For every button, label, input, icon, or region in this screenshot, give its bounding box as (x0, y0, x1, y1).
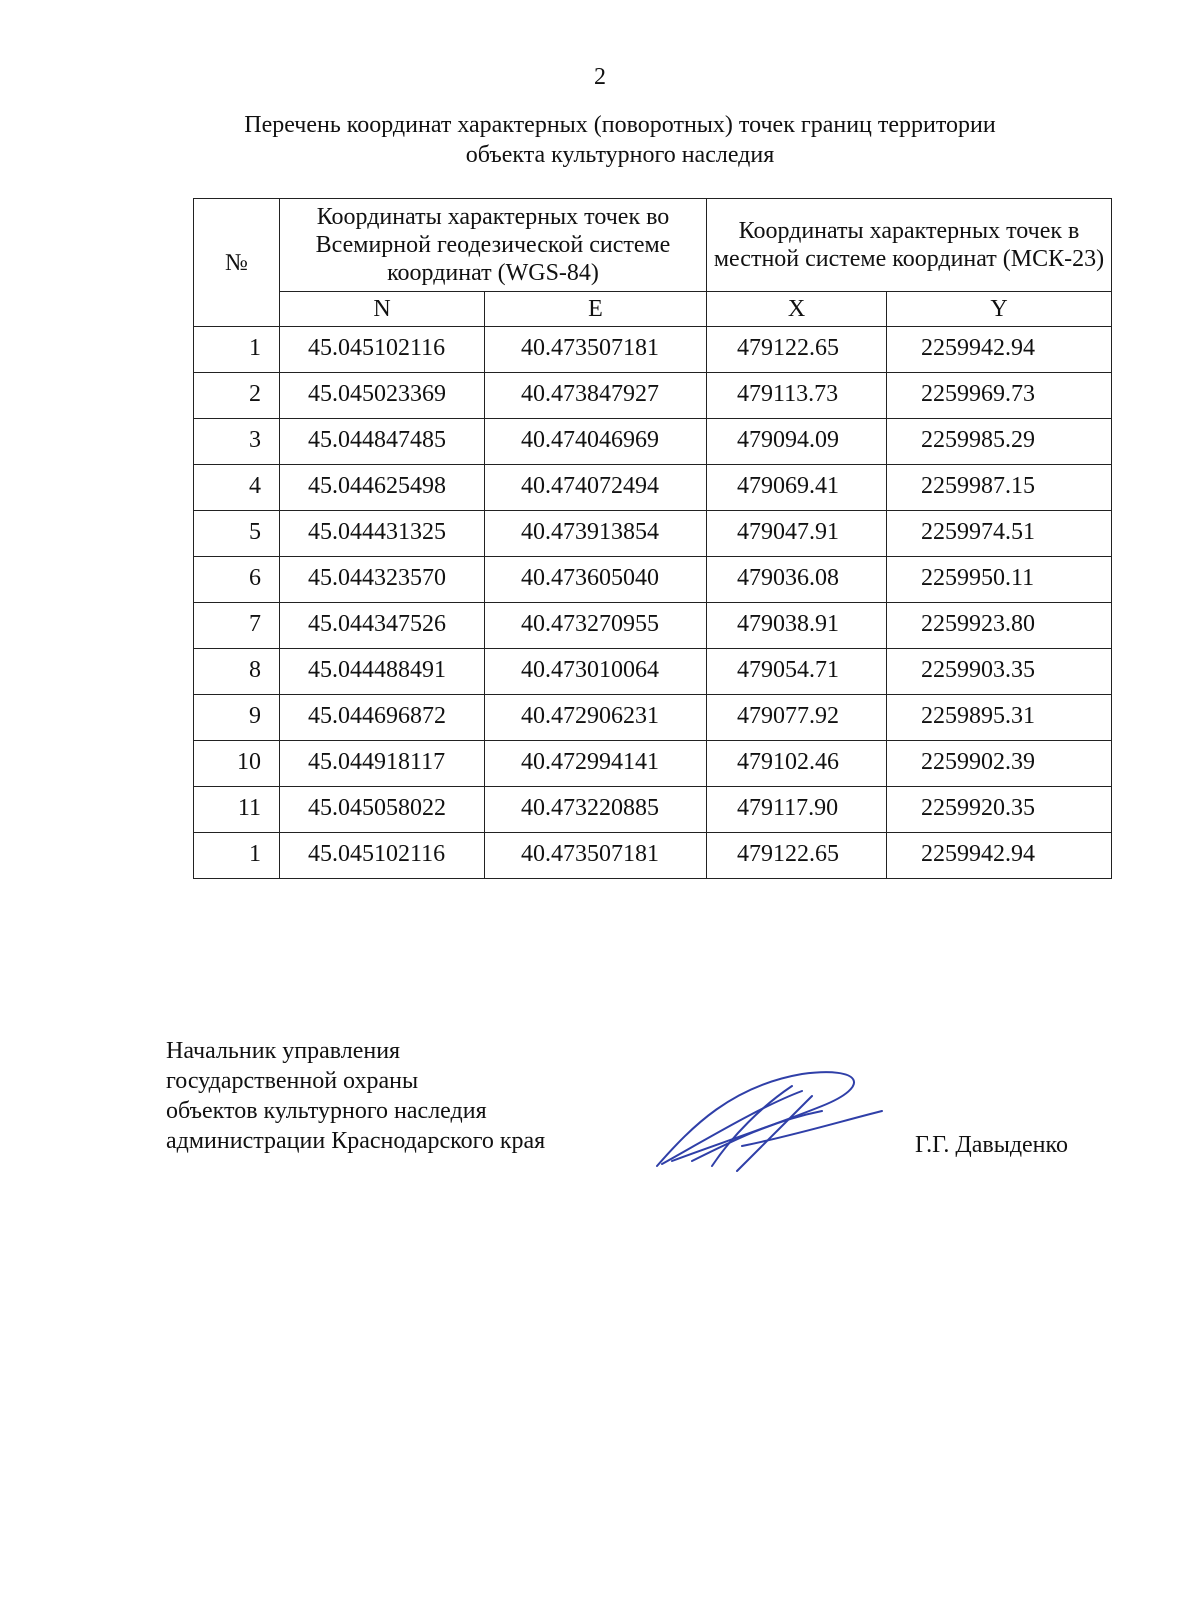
table-row (194, 649, 1112, 695)
header-e: E (485, 292, 707, 327)
cell-n: 45.044625498 (280, 465, 485, 511)
cell-y: 2259987.15 (887, 465, 1112, 511)
cell-e: 40.472906231 (485, 695, 707, 741)
header-wgs: Координаты характерных точек во Всемирной геодезической системе координат (WGS-84) (280, 199, 707, 292)
position-line: Начальник управления (166, 1038, 401, 1064)
title-line-2: объекта культурного наследия (465, 142, 775, 168)
document-title (150, 110, 1090, 170)
cell-y: 2259895.31 (887, 695, 1112, 741)
handwritten-signature (652, 1066, 892, 1176)
cell-x: 479038.91 (707, 603, 887, 649)
cell-number: 2 (194, 373, 280, 419)
cell-e: 40.472994141 (485, 741, 707, 787)
cell-e: 40.473913854 (485, 511, 707, 557)
header-msk: Координаты характерных точек в местной системе координат (МСК-23) (707, 199, 1112, 292)
table-row (194, 511, 1112, 557)
table-body (194, 327, 1112, 879)
cell-n: 45.044347526 (280, 603, 485, 649)
position-line: администрации Краснодарского края (166, 1128, 546, 1154)
cell-number: 6 (194, 557, 280, 603)
cell-y: 2259920.35 (887, 787, 1112, 833)
table-row (194, 833, 1112, 879)
cell-number: 8 (194, 649, 280, 695)
cell-e: 40.474046969 (485, 419, 707, 465)
signer-name: Г.Г. Давыденко (915, 1132, 1068, 1158)
cell-number: 11 (194, 787, 280, 833)
cell-n: 45.044918117 (280, 741, 485, 787)
cell-x: 479047.91 (707, 511, 887, 557)
table-row (194, 465, 1112, 511)
page-number: 2 (594, 64, 606, 90)
coordinates-table (193, 198, 1112, 879)
cell-n: 45.044696872 (280, 695, 485, 741)
cell-e: 40.473605040 (485, 557, 707, 603)
header-y: Y (887, 292, 1112, 327)
table-row (194, 419, 1112, 465)
cell-y: 2259985.29 (887, 419, 1112, 465)
cell-n: 45.045023369 (280, 373, 485, 419)
cell-e: 40.473220885 (485, 787, 707, 833)
cell-x: 479069.41 (707, 465, 887, 511)
cell-n: 45.045102116 (280, 327, 485, 373)
cell-y: 2259942.94 (887, 327, 1112, 373)
cell-y: 2259969.73 (887, 373, 1112, 419)
cell-x: 479122.65 (707, 327, 887, 373)
table-row (194, 741, 1112, 787)
cell-number: 10 (194, 741, 280, 787)
position-line: государственной охраны (166, 1068, 419, 1094)
cell-number: 3 (194, 419, 280, 465)
cell-x: 479036.08 (707, 557, 887, 603)
cell-y: 2259923.80 (887, 603, 1112, 649)
header-number: № (194, 199, 280, 327)
cell-number: 9 (194, 695, 280, 741)
cell-n: 45.044323570 (280, 557, 485, 603)
cell-e: 40.473507181 (485, 833, 707, 879)
table-row (194, 787, 1112, 833)
header-x: X (707, 292, 887, 327)
cell-e: 40.473847927 (485, 373, 707, 419)
signatory-position (166, 1036, 545, 1156)
cell-x: 479122.65 (707, 833, 887, 879)
cell-y: 2259942.94 (887, 833, 1112, 879)
cell-y: 2259974.51 (887, 511, 1112, 557)
cell-n: 45.045058022 (280, 787, 485, 833)
cell-n: 45.045102116 (280, 833, 485, 879)
title-line-1: Перечень координат характерных (поворотных) точек границ территории (244, 112, 996, 138)
table-row (194, 327, 1112, 373)
cell-number: 1 (194, 833, 280, 879)
position-line: объектов культурного наследия (166, 1098, 487, 1124)
cell-e: 40.473010064 (485, 649, 707, 695)
cell-n: 45.044847485 (280, 419, 485, 465)
cell-number: 1 (194, 327, 280, 373)
table-row (194, 557, 1112, 603)
cell-x: 479094.09 (707, 419, 887, 465)
cell-y: 2259950.11 (887, 557, 1112, 603)
cell-number: 5 (194, 511, 280, 557)
cell-e: 40.474072494 (485, 465, 707, 511)
cell-x: 479054.71 (707, 649, 887, 695)
table-row (194, 603, 1112, 649)
header-n: N (280, 292, 485, 327)
cell-x: 479117.90 (707, 787, 887, 833)
cell-x: 479113.73 (707, 373, 887, 419)
cell-e: 40.473507181 (485, 327, 707, 373)
cell-x: 479077.92 (707, 695, 887, 741)
table-row (194, 695, 1112, 741)
cell-n: 45.044431325 (280, 511, 485, 557)
cell-y: 2259902.39 (887, 741, 1112, 787)
table-row (194, 373, 1112, 419)
cell-x: 479102.46 (707, 741, 887, 787)
cell-n: 45.044488491 (280, 649, 485, 695)
cell-number: 7 (194, 603, 280, 649)
cell-y: 2259903.35 (887, 649, 1112, 695)
cell-number: 4 (194, 465, 280, 511)
cell-e: 40.473270955 (485, 603, 707, 649)
